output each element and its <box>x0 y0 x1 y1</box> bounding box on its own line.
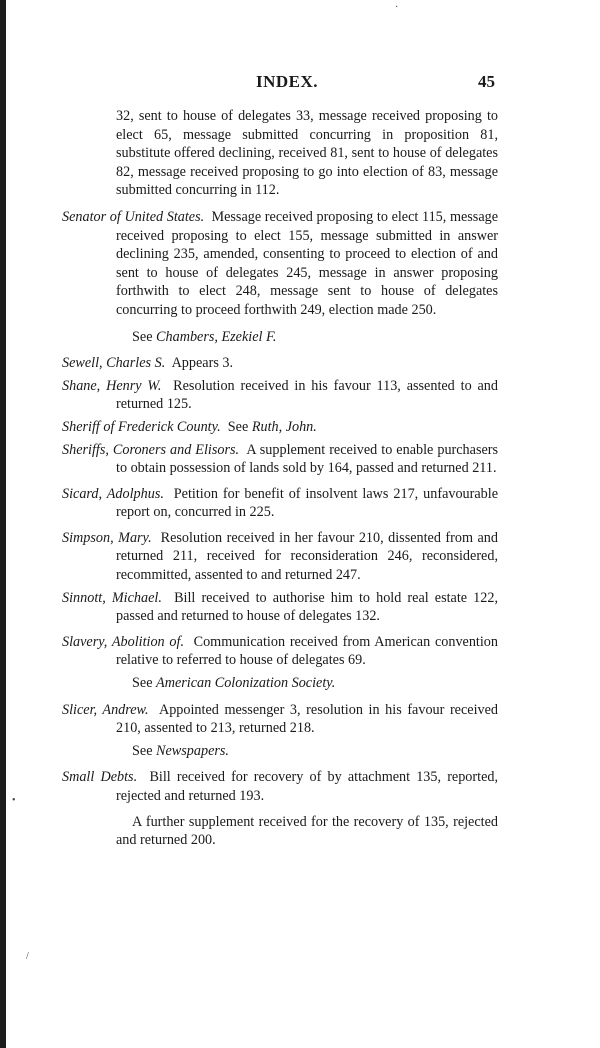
index-entry-continued <box>62 107 498 200</box>
entry-text: Bill received to authorise him to hold real estate 122, passed and returned to house of delegates 132. <box>116 589 498 625</box>
scan-edge <box>0 0 6 1048</box>
see-target: Ruth, John. <box>251 418 317 435</box>
see-target: American Colonization Society. <box>156 675 336 692</box>
entry-headword: Small Debts. <box>62 769 138 786</box>
entry-text: Message received proposing to elect 115, message received proposing to elect 155, message submitted in answer declining 235, amended, consenting to proceed to election of and sent to house of delegates 245, message in answer proposing forthwith to elect 248, message sent to house of delegates concurring to proceed forthwith 249, election made 250. <box>116 208 499 318</box>
see-target: Newspapers. <box>156 742 229 759</box>
entry-text: Resolution received in her favour 210, dissented from and returned 211, received for reconsideration 246, reconsidered, recommitted, assented to and returned 247. <box>116 529 498 584</box>
page-number: 45 <box>478 72 495 91</box>
entry-headword: Sicard, Adolphus. <box>62 485 164 502</box>
index-entry-slicer <box>62 701 498 738</box>
entry-headword: Simpson, Mary. <box>62 529 152 546</box>
entry-text: A further supplement received for the recovery of 135, rejected and returned 200. <box>116 813 498 849</box>
scan-speck: · <box>395 2 399 13</box>
see-target: Chambers, Ezekiel F. <box>156 328 277 345</box>
index-entry-shane <box>62 377 498 414</box>
entry-text: Communication received from American convention relative to referred to house of delegates 69. <box>116 633 498 669</box>
see-reference <box>62 742 498 761</box>
see-reference <box>62 328 498 347</box>
entry-text: Appointed messenger 3, resolution in his favour received 210, assented to 213, returned 218. <box>116 701 498 737</box>
running-title: INDEX. <box>256 72 319 91</box>
entry-headword: Sewell, Charles S. <box>62 355 166 372</box>
see-label: See <box>132 742 153 759</box>
index-entry-sheriffs <box>62 441 498 478</box>
running-head <box>0 72 600 94</box>
scan-speck: • <box>12 795 16 806</box>
entry-headword: Sheriffs, Coroners and Elisors. <box>62 441 240 458</box>
index-entry-sicard <box>62 485 498 522</box>
entry-text: 32, sent to house of delegates 33, message received proposing to elect 65, message submitted concurring in proposition 81, substitute offered declining, received 81, sent to house of delegates 82, message received proposing to go into election of 83, message submitted concurring in 112. <box>116 108 498 199</box>
index-subentry-small-debts <box>62 813 498 850</box>
entry-text: Petition for benefit of insolvent laws 217, unfavourable report on, concurred in 225. <box>116 485 499 521</box>
index-entry-sinnott <box>62 589 498 626</box>
index-entry-slavery <box>62 633 498 670</box>
entry-headword: Slicer, Andrew. <box>62 701 149 718</box>
index-entry-senator <box>62 208 498 320</box>
entry-headword: Sinnott, Michael. <box>62 589 162 606</box>
see-label: See <box>227 418 249 435</box>
entry-headword: Slavery, Abolition of. <box>62 633 185 650</box>
see-label: See <box>132 328 153 345</box>
entry-headword: Shane, Henry W. <box>62 377 162 394</box>
index-entry-simpson <box>62 529 498 585</box>
entry-headword: Sheriff of Frederick County. <box>62 418 221 435</box>
see-reference <box>62 674 498 693</box>
entry-text: Appears 3. <box>171 355 234 372</box>
entry-headword: Senator of United States. <box>62 208 205 225</box>
see-label: See <box>132 675 153 692</box>
index-entry-small-debts <box>62 768 498 805</box>
index-body <box>62 107 498 850</box>
scan-speck: / <box>26 951 29 962</box>
index-entry-sewell <box>62 354 498 373</box>
index-entry-sheriff-frederick <box>62 418 498 437</box>
entry-text: Bill received for recovery of by attachment 135, reported, rejected and returned 193. <box>116 769 499 804</box>
entry-text: A supplement received to enable purchasers to obtain possession of lands sold by 164, passed and returned 211. <box>116 441 499 477</box>
entry-text: Resolution received in his favour 113, assented to and returned 125. <box>116 377 498 413</box>
